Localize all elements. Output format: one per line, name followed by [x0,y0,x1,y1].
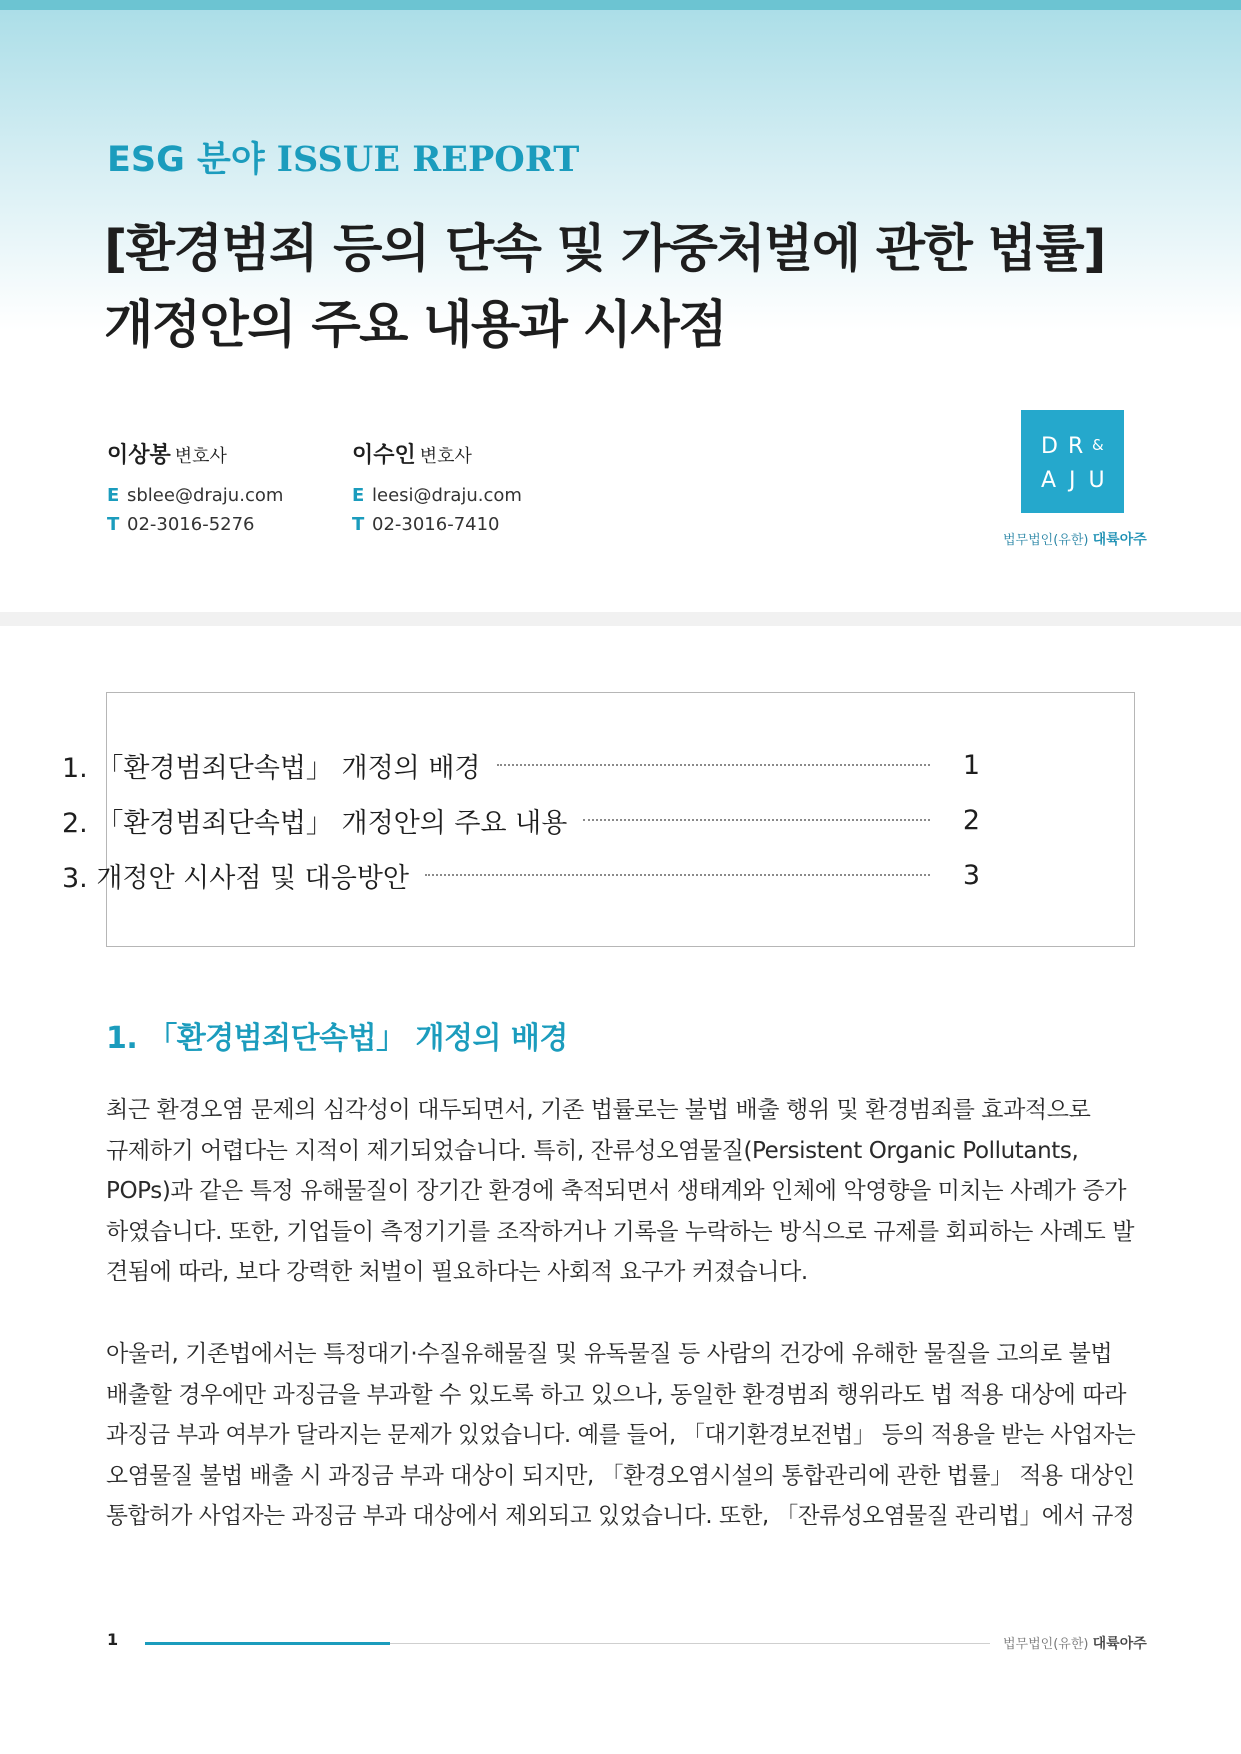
author-name: 이수인 [352,443,416,468]
section-heading: 1. 「환경범죄단속법」 개정의 배경 [106,1021,568,1056]
page-number: 1 [107,1630,119,1649]
toc-item[interactable] [62,800,980,840]
footer-firm-type: 법무법인(유한) [1003,1637,1089,1652]
title-line-1: [환경범죄 등의 단속 및 가중처벌에 관한 법률] [104,220,1105,279]
toc-page-number: 1 [962,749,980,781]
header-divider [0,612,1241,626]
toc-leader [425,874,930,876]
author-role: 변호사 [174,446,227,467]
paragraph-line: 배출할 경우에만 과징금을 부과할 수 있도록 하고 있으나, 동일한 환경범죄 행위라도 법 적용 대상에 따라 [106,1381,1127,1408]
logo-ampersand: & [1092,436,1104,454]
author-phone: 02-3016-5276 [127,514,255,535]
logo-text-bottom: AJU [1041,468,1118,493]
tel-key: T [107,514,120,535]
footer-brand [1003,1633,1147,1653]
author-email-link[interactable]: sblee@draju.com [127,485,284,506]
page-title [104,212,1144,364]
toc-item-label: 3. 개정안 시사점 및 대응방안 [62,862,409,894]
toc-leader [583,819,930,821]
paragraph-line: 규제하기 어렵다는 지적이 제기되었습니다. 특히, 잔류성오염물질(Persistent Organic Pollutants, [106,1137,1079,1164]
paragraph-line: 아울러, 기존법에서는 특정대기·수질유해물질 및 유독물질 등 사람의 건강에 유해한 물질을 고의로 불법 [106,1341,1113,1367]
footer-firm-name: 대륙아주 [1092,1636,1147,1652]
author-contact [107,481,283,539]
report-category-label [107,132,579,182]
title-line-2: 개정안의 주요 내용과 시사점 [104,296,726,355]
firm-name: 대륙아주 [1092,532,1147,548]
toc-page-number: 2 [962,804,980,836]
author-card [352,438,522,539]
body-paragraph [106,1090,1135,1293]
toc-item[interactable] [62,855,980,895]
paragraph-line: 과징금 부과 여부가 달라지는 문제가 있었습니다. 예를 들어, 「대기환경보전법」 등의 적용을 받는 사업자는 [106,1422,1136,1449]
paragraph-line: 최근 환경오염 문제의 심각성이 대두되면서, 기존 법률로는 불법 배출 행위 및 환경범죄를 효과적으로 [106,1097,1091,1123]
header-top-bar [0,0,1241,10]
author-contact [352,481,522,539]
email-key: E [107,485,120,506]
firm-type: 법무법인(유한) [1003,533,1089,548]
toc-page-number: 3 [962,859,980,891]
footer-rule [390,1643,990,1644]
report-category: ESG 분야 [107,140,265,180]
logo-text-top: DR [1041,434,1094,459]
email-key: E [352,485,365,506]
paragraph-line: POPs)과 같은 특정 유해물질이 장기간 환경에 축적되면서 생태계와 인체에 악영향을 미치는 사례가 증가 [106,1178,1127,1205]
paragraph-line: 통합허가 사업자는 과징금 부과 대상에서 제외되고 있었습니다. 또한, 「잔류성오염물질 관리법」에서 규정 [106,1503,1135,1530]
author-card [107,438,283,539]
toc-item[interactable] [62,745,980,785]
author-role: 변호사 [419,446,472,467]
footer-accent-line [145,1642,390,1645]
report-type: ISSUE REPORT [276,139,580,180]
author-email-link[interactable]: leesi@draju.com [372,485,522,506]
firm-name-caption [1003,529,1147,549]
author-phone: 02-3016-7410 [372,514,500,535]
toc-leader [497,764,931,766]
firm-logo [1021,410,1124,513]
paragraph-line: 오염물질 불법 배출 시 과징금 부과 대상이 되지만, 「환경오염시설의 통합관리에 관한 법률」 적용 대상인 [106,1462,1135,1489]
tel-key: T [352,514,365,535]
author-name: 이상봉 [107,443,171,468]
toc-item-label: 2. 「환경범죄단속법」 개정안의 주요 내용 [62,807,568,839]
paragraph-line: 견됨에 따라, 보다 강력한 처벌이 필요하다는 사회적 요구가 커졌습니다. [106,1259,808,1286]
toc-item-label: 1. 「환경범죄단속법」 개정의 배경 [62,752,481,784]
paragraph-line: 하였습니다. 또한, 기업들이 측정기기를 조작하거나 기록을 누락하는 방식으로 규제를 회피하는 사례도 발 [106,1218,1135,1245]
body-paragraph [106,1334,1135,1537]
